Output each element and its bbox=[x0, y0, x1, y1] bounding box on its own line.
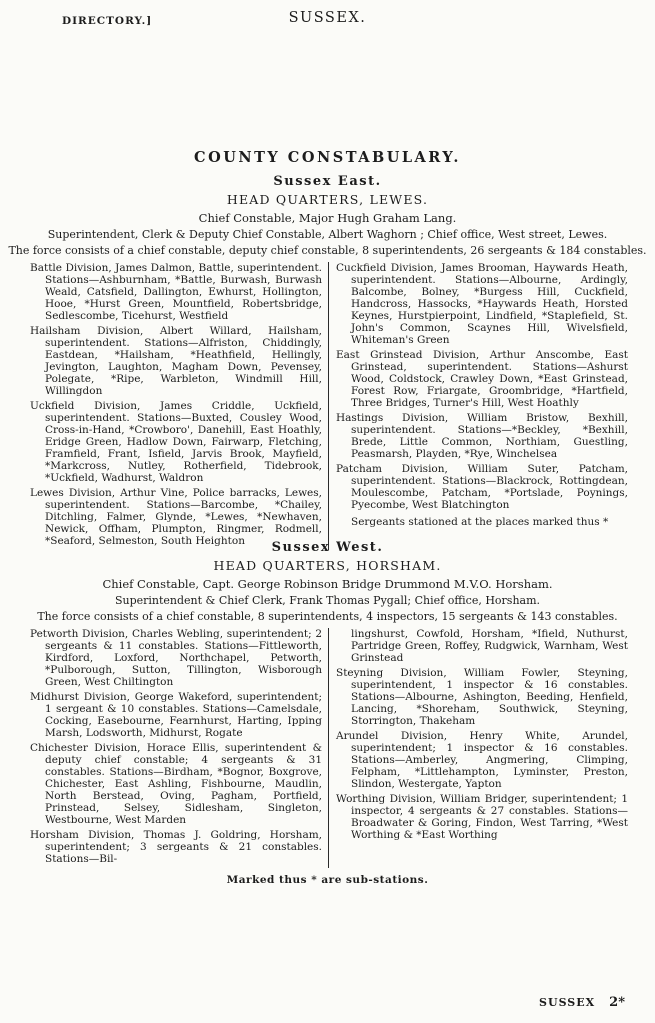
division-entry-steyning: Steyning Division, William Fowler, Steyning, superintendent, 1 inspector & 16 constables. Stations—Albourne, Ashington, Beeding, Henfield, Lancing, *Shoreham, Southwick, Steyning, Storrington, Thakeham bbox=[336, 667, 628, 727]
sussex-east-title: Sussex East. bbox=[273, 174, 382, 189]
division-entry-arundel: Arundel Division, Henry White, Arundel, superintendent; 1 inspector & 16 constables. Stations—Amberley, Angmering, Climping, Felpham, *Littlehampton, Lyminster, Preston, Slindon, Westergate, Yapton bbox=[336, 730, 628, 790]
county-constabulary-title: COUNTY CONSTABULARY. bbox=[194, 149, 461, 166]
east-chief-constable-line: Chief Constable, Major Hugh Graham Lang. bbox=[198, 211, 457, 225]
division-entry-petworth: Petworth Division, Charles Webling, superintendent; 2 sergeants & 11 constables. Stations—Fittleworth, Kirdford, Loxford, Northchapel, Petworth, *Pulborough, Sutton, Tillington, Wisborough Green, West Chiltington bbox=[30, 628, 322, 688]
sussex-east-section bbox=[0, 174, 655, 550]
east-left-column bbox=[30, 262, 328, 550]
division-entry-cuckfield: Cuckfield Division, James Brooman, Haywards Heath, superintendent. Stations—Albourne, Ardingly, Balcombe, Bolney, *Burgess Hill, Cuckfield, Handcross, Hassocks, *Haywards Heath, Horsted Keynes, Hurstpierpoint, Lindfield, *Staplefield, St. John's Common, Scaynes Hill, Wivelsfield, Whiteman's Green bbox=[336, 262, 628, 346]
running-header-left: DIRECTORY.] bbox=[62, 15, 153, 27]
page-footer bbox=[539, 991, 625, 1010]
division-entry-east-grinstead: East Grinstead Division, Arthur Anscombe, East Grinstead, superintendent. Stations—Ashurst Wood, Coldstock, Crawley Down, *East Grinstead, Forest Row, Friargate, Groombridge, *Hartfield, Three Bridges, Turner's Hill, West Hoathly bbox=[336, 349, 628, 409]
division-entry-hailsham: Hailsham Division, Albert Willard, Hailsham, superintendent. Stations—Alfriston, Chiddingly, Eastdean, *Hailsham, *Heathfield, Hellingly, Jevington, Laughton, Magham Down, Pevensey, Polegate, *Ripe, Warbleton, Windmill Hill, Willingdon bbox=[30, 325, 322, 397]
footer-page-number: 2* bbox=[609, 995, 625, 1010]
west-headquarters-line: HEAD QUARTERS, HORSHAM. bbox=[213, 558, 442, 573]
west-force-summary-line: The force consists of a chief constable, 8 superintendents, 4 inspectors, 15 sergeants & 143 constables. bbox=[37, 610, 618, 623]
sussex-west-section bbox=[0, 540, 655, 886]
footer-section-label: SUSSEX bbox=[539, 996, 596, 1009]
running-header-title: SUSSEX. bbox=[288, 10, 367, 26]
division-entry-battle: Battle Division, James Dalmon, Battle, superintendent. Stations—Ashburnham, *Battle, Burwash, Burwash Weald, Catsfield, Dallington, Ewhurst, Hollington, Hooe, *Hurst Green, Mountfield, Robertsbridge, Sedlescombe, Ticehurst, Westfield bbox=[30, 262, 322, 322]
sussex-west-title: Sussex West. bbox=[271, 540, 384, 555]
west-left-column bbox=[30, 628, 328, 868]
division-entry-worthing: Worthing Division, William Bridger, superintendent; 1 inspector, 4 sergeants & 27 constables. Stations—Broadwater & Goring, Findon, West Tarring, *West Worthing & *East Worthing bbox=[336, 793, 628, 841]
west-right-column bbox=[328, 628, 628, 868]
east-headquarters-line: HEAD QUARTERS, LEWES. bbox=[226, 192, 429, 207]
east-columns bbox=[30, 262, 628, 550]
division-entry-lewes: Lewes Division, Arthur Vine, Police barracks, Lewes, superintendent. Stations—Barcombe, *Chailey, Ditchling, Falmer, Glynde, *Lewes, *Newhaven, Newick, Offham, Plumpton, Ringmer, Rodmell, *Seaford, Selmeston, South Heighton bbox=[30, 487, 322, 547]
division-entry-patcham: Patcham Division, William Suter, Patcham, superintendent. Stations—Blackrock, Rottingdean, Moulescombe, Patcham, *Portslade, Poynings, Pyecombe, West Blatchington bbox=[336, 463, 628, 511]
west-chief-constable-line: Chief Constable, Capt. George Robinson Bridge Drummond M.V.O. Horsham. bbox=[102, 577, 553, 591]
division-entry-chichester: Chichester Division, Horace Ellis, superintendent & deputy chief constable; 4 sergeants & 31 constables. Stations—Birdham, *Bognor, Boxgrove, Chichester, East Ashling, Fishbourne, Maudlin, North Berstead, Oving, Pagham, Portfield, Prinstead, Selsey, Sidlesham, Singleton, Westbourne, West Marden bbox=[30, 742, 322, 826]
east-superintendent-line: Superintendent, Clerk & Deputy Chief Constable, Albert Waghorn ; Chief office, West street, Lewes. bbox=[47, 228, 608, 241]
division-entry-horsham-continuation: lingshurst, Cowfold, Horsham, *Ifield, Nuthurst, Partridge Green, Roffey, Rudgwick, Warnham, West Grinstead bbox=[351, 628, 628, 664]
division-entry-hastings: Hastings Division, William Bristow, Bexhill, superintendent. Stations—*Beckley, *Bexhill, Brede, Little Common, Northiam, Guestling, Peasmarsh, Playden, *Rye, Winchelsea bbox=[336, 412, 628, 460]
east-force-summary-line: The force consists of a chief constable, deputy chief constable, 8 superintendents, 26 sergeants & 184 constables. bbox=[8, 244, 647, 257]
division-entry-horsham: Horsham Division, Thomas J. Goldring, Horsham, superintendent; 3 sergeants & 21 constables. Stations—Bil- bbox=[30, 829, 322, 865]
west-superintendent-line: Superintendent & Chief Clerk, Frank Thomas Pygall; Chief office, Horsham. bbox=[114, 594, 541, 607]
division-entry-midhurst: Midhurst Division, George Wakeford, superintendent; 1 sergeant & 10 constables. Stations—Camelsdale, Cocking, Easebourne, Fearnhurst, Harting, Ipping Marsh, Lodsworth, Midhurst, Rogate bbox=[30, 691, 322, 739]
division-entry-uckfield: Uckfield Division, James Criddle, Uckfield, superintendent. Stations—Buxted, Cousley Wood, Cross-in-Hand, *Crowboro', Danehill, East Hoathly, Eridge Green, Hadlow Down, Fairwarp, Fletching, Framfield, Frant, Isfield, Jarvis Brook, Mayfield, *Markcross, Nutley, Rotherfield, Tidebrook, *Uckfield, Wadhurst, Waldron bbox=[30, 400, 322, 484]
east-sergeants-note: Sergeants stationed at the places marked thus * bbox=[351, 516, 609, 528]
running-header bbox=[0, 10, 655, 32]
west-columns bbox=[30, 628, 628, 868]
east-right-column bbox=[328, 262, 628, 550]
substations-note: Marked thus * are sub-stations. bbox=[226, 874, 429, 886]
